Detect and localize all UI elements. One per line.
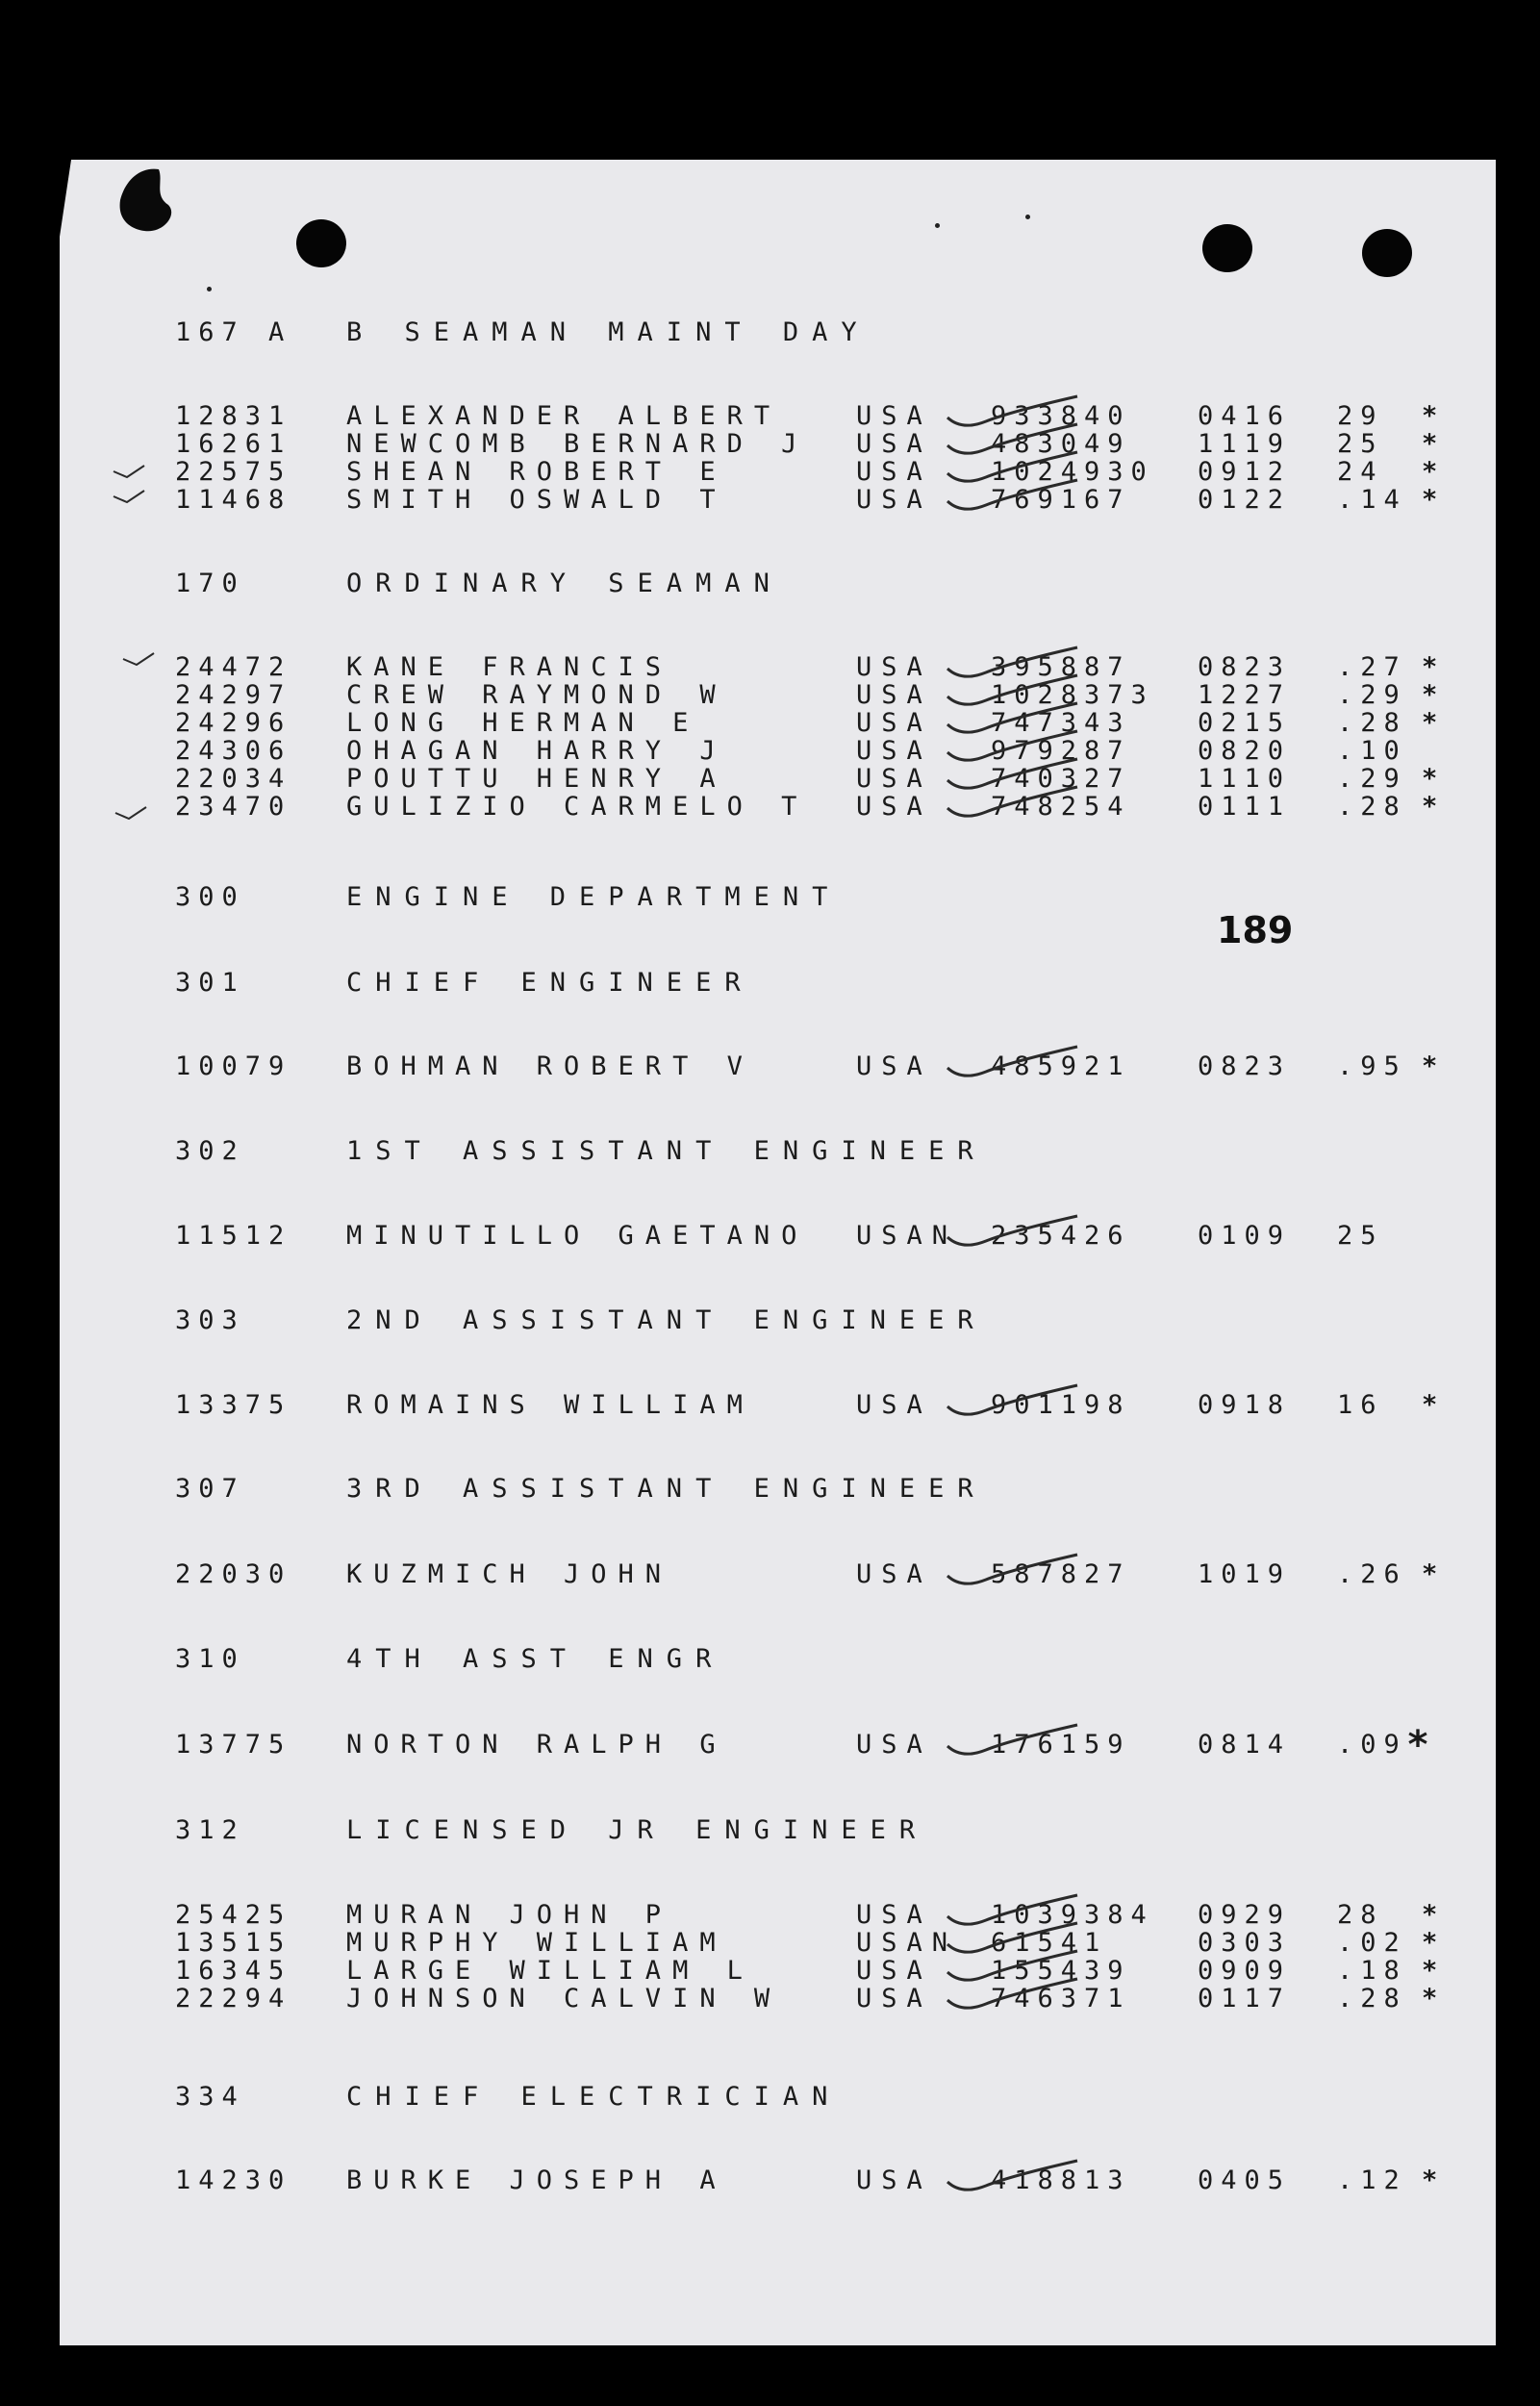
section-code: 170 [175,569,245,598]
crew-name: POUTTU HENRY A [346,764,727,794]
document-number: 155439 [991,1956,1131,1986]
crew-name: BURKE JOSEPH A [346,2165,727,2195]
asterisk-mark: * [1422,1956,1450,1986]
date-code: 0122 [1198,485,1292,515]
citizenship: USA [856,485,932,515]
asterisk-mark: * [1422,1900,1450,1930]
amount: 16 [1337,1390,1384,1420]
employee-number: 24472 [175,652,292,682]
check-mark [947,1979,1077,2008]
section-title: B SEAMAN MAINT DAY [346,317,871,347]
employee-number: 13515 [175,1928,292,1958]
crew-name: JOHNSON CALVIN W [346,1984,782,2013]
employee-number: 23470 [175,792,292,822]
asterisk-mark: * [1422,401,1450,431]
section-title: LICENSED JR ENGINEER [346,1815,929,1845]
employee-number: 24296 [175,708,292,738]
section-code: 303 [175,1305,245,1335]
date-code: 0823 [1198,652,1292,682]
employee-number: 22294 [175,1984,292,2013]
crew-name: NORTON RALPH G [346,1730,727,1760]
crew-name: LONG HERMAN E [346,708,700,738]
crew-name: MINUTILLO GAETANO [346,1221,809,1251]
date-code: 0820 [1198,736,1292,766]
check-mark [947,424,1077,453]
document-number: 933840 [991,401,1131,431]
document-number: 176159 [991,1730,1131,1760]
document-number: 587827 [991,1559,1131,1589]
document-number: 748254 [991,792,1131,822]
document-number: 746371 [991,1984,1131,2013]
section-code: 334 [175,2082,245,2112]
asterisk-mark: * [1422,1928,1450,1958]
crew-name: MURAN JOHN P [346,1900,673,1930]
section-code: 300 [175,882,245,912]
amount: .29 [1337,764,1407,794]
document-number: 1028373 [991,680,1154,710]
citizenship: USA [856,708,932,738]
crew-name: SMITH OSWALD T [346,485,727,515]
amount: .18 [1337,1956,1407,1986]
margin-tick [123,653,154,665]
crew-name: SHEAN ROBERT E [346,457,727,487]
date-code: 0405 [1198,2165,1292,2195]
section-title: 4TH ASST ENGR [346,1644,725,1674]
asterisk-mark: * [1422,652,1450,682]
crew-name: GULIZIO CARMELO T [346,792,809,822]
date-code: 0117 [1198,1984,1292,2013]
date-code: 0416 [1198,401,1292,431]
check-mark [947,452,1077,481]
check-mark [947,396,1077,425]
citizenship: USA [856,1956,932,1986]
asterisk-mark: * [1422,1984,1450,2013]
crew-name: ALEXANDER ALBERT [346,401,782,431]
date-code: 0909 [1198,1956,1292,1986]
citizenship: USA [856,1900,932,1930]
check-mark [947,675,1077,704]
date-code: 0929 [1198,1900,1292,1930]
asterisk-mark: * [1422,764,1450,794]
citizenship: USA [856,680,932,710]
page-number: 189 [1217,909,1294,951]
employee-number: 16345 [175,1956,292,1986]
employee-number: 13775 [175,1730,292,1760]
citizenship: USA [856,457,932,487]
citizenship: USAN [856,1928,958,1958]
check-mark [947,731,1077,760]
document-number: 1039384 [991,1900,1154,1930]
citizenship: USA [856,736,932,766]
section-title: CHIEF ELECTRICIAN [346,2082,842,2112]
date-code: 1119 [1198,429,1292,459]
document-number: 901198 [991,1390,1131,1420]
date-code: 1110 [1198,764,1292,794]
section-code: 301 [175,968,245,998]
check-mark [947,480,1077,509]
asterisk-mark: * [1422,1559,1450,1589]
document-number: 61541 [991,1928,1108,1958]
amount: .95 [1337,1051,1407,1081]
section-title: ORDINARY SEAMAN [346,569,783,598]
check-mark [947,647,1077,676]
asterisk-mark: * [1422,2165,1450,2195]
citizenship: USA [856,652,932,682]
asterisk-mark: * [1422,485,1450,515]
check-mark [947,1725,1077,1754]
citizenship: USA [856,429,932,459]
crew-name: BOHMAN ROBERT V [346,1051,754,1081]
document-number: 235426 [991,1221,1131,1251]
check-mark [947,1951,1077,1980]
asterisk-mark: * [1422,429,1450,459]
citizenship: USA [856,401,932,431]
employee-number: 25425 [175,1900,292,1930]
document-number: 418813 [991,2165,1131,2195]
document-number: 483049 [991,429,1131,459]
crew-name: MURPHY WILLIAM [346,1928,727,1958]
asterisk-mark: * [1422,1051,1450,1081]
amount: .12 [1337,2165,1407,2195]
citizenship: USA [856,792,932,822]
citizenship: USA [856,1559,932,1589]
employee-number: 22030 [175,1559,292,1589]
section-title: 3RD ASSISTANT ENGINEER [346,1474,987,1504]
asterisk-mark: * [1406,1723,1442,1767]
amount: 25 [1337,1221,1384,1251]
employee-number: 22034 [175,764,292,794]
employee-number: 22575 [175,457,292,487]
document-number: 395887 [991,652,1131,682]
date-code: 0303 [1198,1928,1292,1958]
citizenship: USA [856,1390,932,1420]
citizenship: USAN [856,1221,958,1251]
document-number: 747343 [991,708,1131,738]
date-code: 0918 [1198,1390,1292,1420]
amount: .10 [1337,736,1407,766]
check-mark [947,1216,1077,1245]
amount: .14 [1337,485,1407,515]
check-mark [947,1895,1077,1924]
date-code: 0111 [1198,792,1292,822]
section-code: 310 [175,1644,245,1674]
crew-name: NEWCOMB BERNARD J [346,429,809,459]
employee-number: 12831 [175,401,292,431]
check-mark [947,703,1077,732]
amount: 29 [1337,401,1384,431]
amount: .28 [1337,792,1407,822]
employee-number: 14230 [175,2165,292,2195]
employee-number: 16261 [175,429,292,459]
check-mark [947,787,1077,816]
date-code: 0215 [1198,708,1292,738]
section-code: 302 [175,1136,245,1166]
section-title: ENGINE DEPARTMENT [346,882,842,912]
employee-number: 11468 [175,485,292,515]
amount: .28 [1337,708,1407,738]
date-code: 0814 [1198,1730,1292,1760]
amount: .29 [1337,680,1407,710]
asterisk-mark: * [1422,680,1450,710]
crew-name: LARGE WILLIAM L [346,1956,754,1986]
citizenship: USA [856,2165,932,2195]
amount: 24 [1337,457,1384,487]
crew-name: KANE FRANCIS [346,652,673,682]
crew-name: OHAGAN HARRY J [346,736,727,766]
asterisk-mark: * [1422,1390,1450,1420]
amount: .26 [1337,1559,1407,1589]
employee-number: 13375 [175,1390,292,1420]
date-code: 0912 [1198,457,1292,487]
section-title: 1ST ASSISTANT ENGINEER [346,1136,987,1166]
section-code: 312 [175,1815,245,1845]
date-code: 1019 [1198,1559,1292,1589]
citizenship: USA [856,1984,932,2013]
amount: .02 [1337,1928,1407,1958]
section-title: CHIEF ENGINEER [346,968,754,998]
citizenship: USA [856,764,932,794]
citizenship: USA [856,1730,932,1760]
crew-name: KUZMICH JOHN [346,1559,673,1589]
asterisk-mark: * [1422,708,1450,738]
document-number: 485921 [991,1051,1131,1081]
amount: .27 [1337,652,1407,682]
date-code: 0109 [1198,1221,1292,1251]
amount: 25 [1337,429,1384,459]
section-code: 167 A [175,317,292,347]
employee-number: 10079 [175,1051,292,1081]
crew-name: ROMAINS WILLIAM [346,1390,754,1420]
amount: .09 [1337,1730,1407,1760]
margin-tick [114,466,144,477]
check-mark [947,1923,1077,1952]
amount: .28 [1337,1984,1407,2013]
document-number: 1024930 [991,457,1154,487]
document-number: 769167 [991,485,1131,515]
crew-name: CREW RAYMOND W [346,680,727,710]
check-mark [947,759,1077,788]
check-mark [947,1555,1077,1583]
date-code: 1227 [1198,680,1292,710]
margin-tick [114,491,144,502]
employee-number: 24297 [175,680,292,710]
citizenship: USA [856,1051,932,1081]
check-mark [947,1385,1077,1414]
asterisk-mark: * [1422,792,1450,822]
employee-number: 11512 [175,1221,292,1251]
document-number: 740327 [991,764,1131,794]
margin-tick [115,807,146,819]
check-mark [947,2161,1077,2190]
date-code: 0823 [1198,1051,1292,1081]
employee-number: 24306 [175,736,292,766]
asterisk-mark: * [1422,457,1450,487]
section-code: 307 [175,1474,245,1504]
check-mark [947,1047,1077,1076]
document-number: 979287 [991,736,1131,766]
amount: 28 [1337,1900,1384,1930]
section-title: 2ND ASSISTANT ENGINEER [346,1305,987,1335]
